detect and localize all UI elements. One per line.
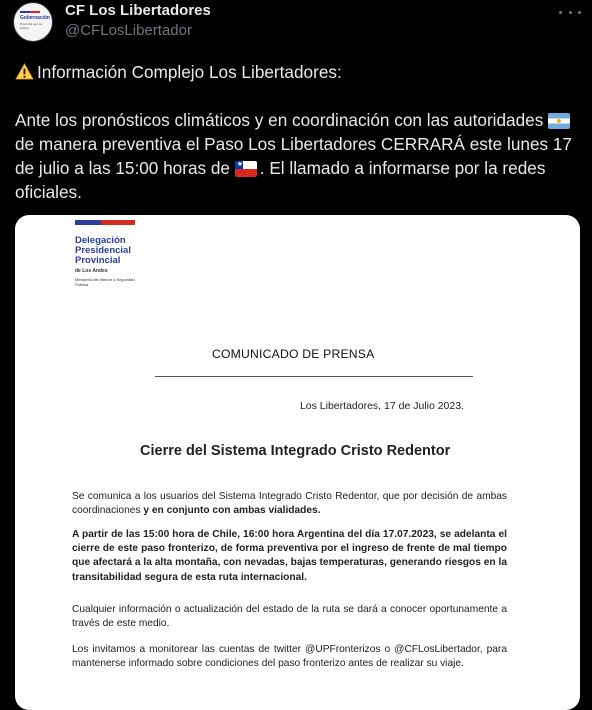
doc-paragraph-3: Cualquier información o actualización del estado de la ruta se dará a conocer oportunamente a través de este medio. xyxy=(72,604,507,630)
more-dot-icon xyxy=(578,11,581,14)
doc-paragraph-1: Se comunica a los usuarios del Sistema Integrado Cristo Redentor, que por decisión de ambas coordinaciones y en conjunto con ambas vialidades. xyxy=(72,491,507,517)
author-handle[interactable]: @CFLosLibertador xyxy=(65,22,192,39)
doc-paragraph-4: Los invitamos a monitorear las cuentas de twitter @UPFronterizos o @CFLosLibertador, para mantenerse informado sobre condiciones del paso fronterizo antes de realizar su viaje. xyxy=(72,644,507,670)
avatar[interactable] xyxy=(13,2,53,42)
press-release-image[interactable] xyxy=(15,215,580,710)
more-dot-icon xyxy=(559,11,562,14)
tweet-text xyxy=(15,60,585,228)
doc-title: Cierre del Sistema Integrado Cristo Redentor xyxy=(140,443,451,459)
gov-logo xyxy=(75,220,185,287)
more-options-button[interactable] xyxy=(559,4,581,20)
doc-divider xyxy=(155,376,473,377)
tweet-body xyxy=(15,108,585,204)
doc-dateline: Los Libertadores, 17 de Julio 2023. xyxy=(299,400,464,412)
warning-icon xyxy=(15,63,34,80)
avatar-logo-icon xyxy=(20,11,48,33)
doc-paragraph-2: A partir de las 15:00 hora de Chile, 16:00 hora Argentina del día 17.07.2023, se adelanta el cierre de este paso fronterizo, de forma preventiva por el ingreso de frente de mal tiempo que afectará a la alta montaña, con nevadas, bajas temperaturas, generando riesgos en la transitabilidad segura de esta ruta internacional. xyxy=(72,529,507,583)
author-name[interactable]: CF Los Libertadores xyxy=(65,2,211,19)
avatar-text: Gobernación xyxy=(20,15,50,21)
tweet-heading: Información Complejo Los Libertadores: xyxy=(37,62,342,82)
more-dot-icon xyxy=(569,11,572,14)
tweet-heading-line xyxy=(15,60,585,84)
tweet-body-part2: de manera preventiva el Paso Los Libertadores CERRARÁ este lunes 17 de julio a las 15:00 horas de xyxy=(15,134,572,178)
tweet-header xyxy=(13,0,583,50)
logo-title: Delegación Presidencial Provincial xyxy=(75,235,131,266)
gov-logo-bar-icon xyxy=(75,220,135,225)
chile-flag-icon: ★ xyxy=(235,161,257,177)
tweet-body-part3: . El llamado a informarse por la redes oficiales. xyxy=(15,158,546,202)
doc-header: COMUNICADO DE PRENSA xyxy=(212,347,375,361)
tweet-body-part1: Ante los pronósticos climáticos y en coordinación con las autoridades xyxy=(15,110,544,130)
logo-ministry: Ministerio del Interior y Seguridad Pública xyxy=(75,277,135,287)
argentina-flag-icon xyxy=(548,113,570,129)
logo-subtitle: de Los Andes xyxy=(75,268,108,274)
avatar-subtext: Provincia de Los Andes xyxy=(20,22,43,30)
